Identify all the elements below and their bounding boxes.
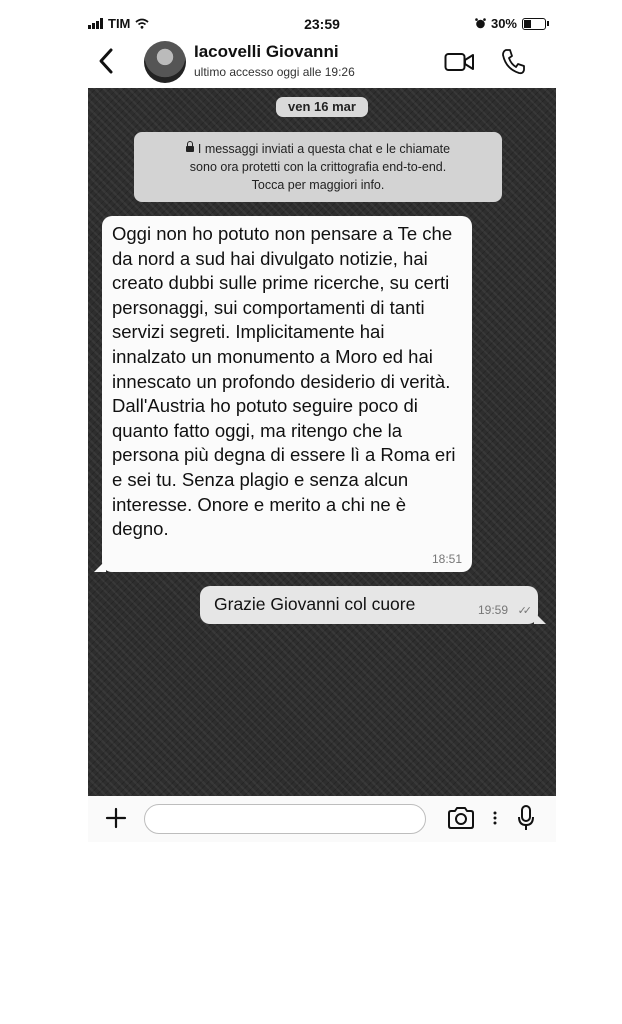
lock-icon [186,146,194,152]
avatar[interactable] [144,41,186,83]
microphone-icon[interactable] [516,804,536,832]
battery-fill [524,20,531,28]
encryption-notice-line3: Tocca per maggiori info. [251,178,385,192]
back-icon[interactable] [92,44,122,78]
message-text: Oggi non ho potuto non pensare a Te che da nord a sud hai divulgato notizie, hai creato dubbi sulle prime ricerche, su certi personaggi, sui comportamenti di tanti servizi segreti. Implicitamente hai innalzato un monumento a Moro ed hai innescato un profondo desiderio di verità. Dall'Austria ho potuto seguire poco di quanto fatto oggi, ma ritengo che la persona più degna di essere lì a Roma eri e sei tu. Senza plagio e senza alcun interesse. Onore e merito a chi ne è degno. [112,223,456,540]
message-input[interactable] [144,804,426,834]
video-call-icon[interactable] [444,51,476,73]
incoming-message-bubble[interactable] [102,216,472,572]
camera-icon[interactable] [446,806,476,830]
contact-name[interactable]: Iacovelli Giovanni [194,42,339,61]
date-separator: ven 16 mar [276,97,368,117]
battery-icon [522,18,546,30]
battery-group [475,16,546,31]
outgoing-message-bubble[interactable] [200,586,538,624]
encryption-notice-line2: sono ora protetti con la crittografia end-to-end. [189,160,447,174]
encryption-notice-line1-text: I messaggi inviati a questa chat e le chiamate [197,142,451,156]
read-receipt-icon: ✓✓ [517,605,528,617]
chat-area[interactable] [88,88,556,796]
last-seen-status: ultimo accesso oggi alle 19:26 [194,65,355,79]
plus-icon[interactable] [104,806,128,830]
message-text: Grazie Giovanni col cuore [214,594,416,614]
alarm-icon [475,18,486,29]
more-dots-icon[interactable] [492,808,498,828]
encryption-notice[interactable] [134,132,502,202]
clock: 23:59 [304,16,340,32]
status-bar [88,14,556,36]
input-bar [88,796,556,842]
battery-percent: 30% [490,16,517,31]
phone-icon[interactable] [500,48,526,76]
carrier-label: TIM [108,16,131,31]
message-time: 19:59 [477,603,508,617]
chat-header [88,38,556,88]
message-time: 18:51 [431,552,462,566]
encryption-notice-line1 [134,140,502,158]
